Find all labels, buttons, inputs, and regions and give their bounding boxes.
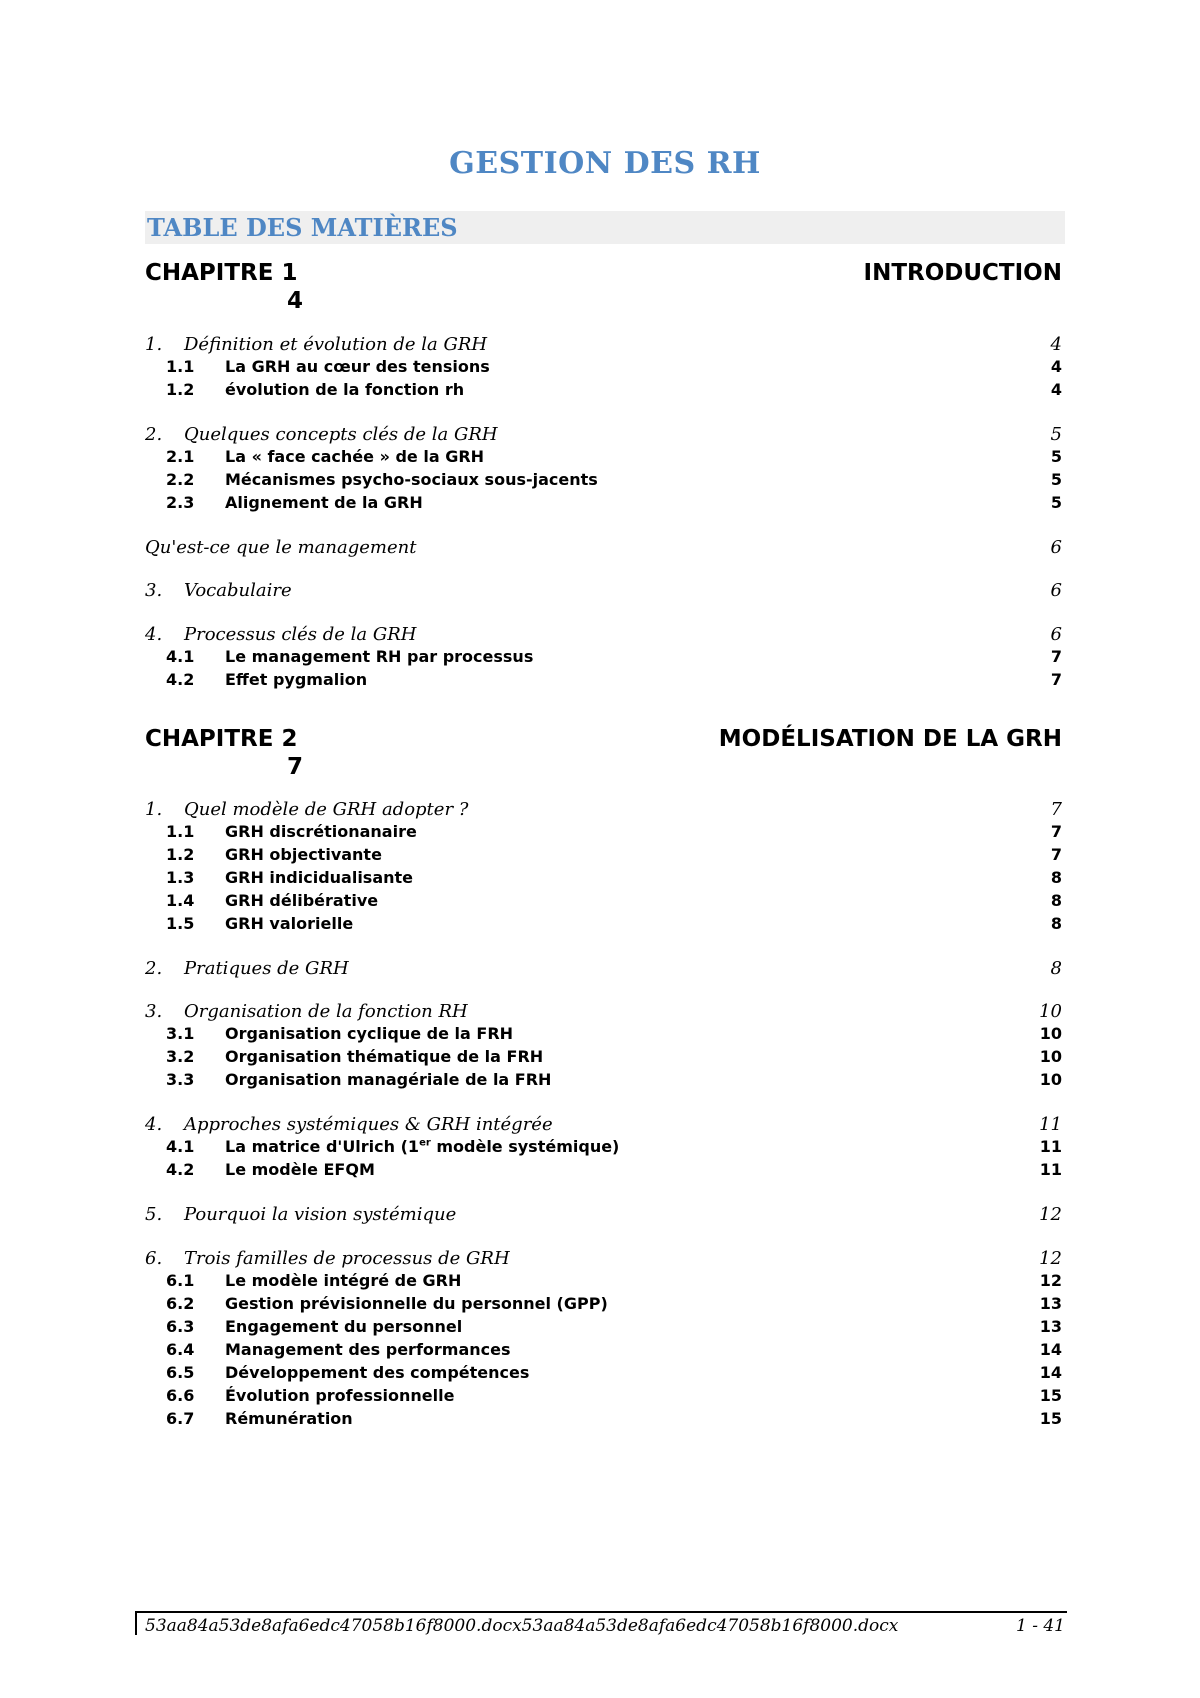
entry-page-number: 6	[1050, 580, 1062, 601]
toc-section-entry[interactable]	[145, 1001, 1065, 1026]
chapter-label: CHAPITRE 2	[145, 726, 298, 752]
footer-rule	[135, 1611, 1067, 1613]
entry-page-number: 5	[1050, 447, 1062, 466]
toc-subsection-entry[interactable]	[145, 1024, 1065, 1049]
entry-page-number: 7	[1050, 822, 1062, 841]
toc-section-entry[interactable]	[145, 424, 1065, 449]
entry-label: Organisation thématique de la FRH	[225, 1047, 544, 1066]
footer-filename: 53aa84a53de8afa6edc47058b16f8000.docx53aa84a53de8afa6edc47058b16f8000.docx	[145, 1616, 899, 1636]
entry-number: 4.2	[166, 1160, 195, 1179]
entry-page-number: 13	[1039, 1317, 1062, 1336]
entry-page-number: 11	[1039, 1160, 1062, 1179]
entry-page-number: 10	[1039, 1070, 1062, 1089]
toc-section-entry[interactable]	[145, 334, 1065, 359]
entry-page-number: 11	[1039, 1137, 1062, 1156]
entry-number: 1.	[145, 799, 163, 820]
entry-label: Processus clés de la GRH	[184, 624, 417, 645]
entry-number: 2.	[145, 424, 163, 445]
entry-label: Management des performances	[225, 1340, 511, 1359]
chapter-heading[interactable]	[145, 260, 1065, 320]
chapter-title: INTRODUCTION	[863, 260, 1062, 286]
toc-subsection-entry[interactable]	[145, 868, 1065, 893]
entry-label-text: La matrice d'Ulrich (1	[225, 1137, 420, 1156]
entry-number: 6.3	[166, 1317, 195, 1336]
entry-label: GRH délibérative	[225, 891, 379, 910]
entry-page-number: 6	[1050, 624, 1062, 645]
entry-number: 1.2	[166, 380, 195, 399]
entry-label: Trois familles de processus de GRH	[184, 1248, 510, 1269]
toc-subsection-entry[interactable]	[145, 914, 1065, 939]
entry-label: Le modèle intégré de GRH	[225, 1271, 462, 1290]
chapter-page-number: 4	[287, 288, 304, 314]
entry-label: Évolution professionnelle	[225, 1386, 455, 1405]
entry-page-number: 7	[1050, 799, 1062, 820]
toc-subsection-entry[interactable]	[145, 647, 1065, 672]
toc-subsection-entry[interactable]	[145, 1294, 1065, 1319]
entry-number: 4.	[145, 1114, 163, 1135]
entry-number: 6.1	[166, 1271, 195, 1290]
entry-page-number: 13	[1039, 1294, 1062, 1313]
toc-subsection-entry[interactable]	[145, 670, 1065, 695]
chapter-title: MODÉLISATION DE LA GRH	[718, 726, 1062, 752]
entry-page-number: 8	[1050, 914, 1062, 933]
entry-label: Vocabulaire	[184, 580, 292, 601]
entry-label: Rémunération	[225, 1409, 353, 1428]
entry-number: 4.2	[166, 670, 195, 689]
entry-label: La GRH au cœur des tensions	[225, 357, 490, 376]
entry-label: Qu'est-ce que le management	[145, 537, 417, 558]
entry-label: Effet pygmalion	[225, 670, 368, 689]
toc-section-entry[interactable]	[145, 799, 1065, 824]
entry-label-superscript: er	[419, 1137, 431, 1149]
entry-number: 1.1	[166, 357, 195, 376]
entry-label: Engagement du personnel	[225, 1317, 463, 1336]
toc-heading: TABLE DES MATIÈRES	[145, 211, 1065, 244]
toc-subsection-entry[interactable]	[145, 470, 1065, 495]
entry-number: 3.	[145, 580, 163, 601]
toc-subsection-entry[interactable]	[145, 1070, 1065, 1095]
entry-number: 1.	[145, 334, 163, 355]
entry-page-number: 11	[1039, 1114, 1062, 1135]
entry-number: 6.	[145, 1248, 163, 1269]
entry-page-number: 15	[1039, 1409, 1062, 1428]
toc-section-entry[interactable]	[145, 1248, 1065, 1273]
entry-page-number: 8	[1050, 958, 1062, 979]
entry-page-number: 12	[1039, 1248, 1062, 1269]
entry-label: Pratiques de GRH	[184, 958, 349, 979]
entry-label: Quelques concepts clés de la GRH	[184, 424, 498, 445]
entry-number: 1.2	[166, 845, 195, 864]
toc-subsection-entry[interactable]	[145, 1317, 1065, 1342]
footer-bar	[135, 1611, 137, 1635]
entry-page-number: 5	[1050, 493, 1062, 512]
entry-number: 2.3	[166, 493, 195, 512]
toc-subsection-entry[interactable]	[145, 822, 1065, 847]
entry-page-number: 14	[1039, 1340, 1062, 1359]
entry-number: 1.4	[166, 891, 195, 910]
toc-subsection-entry[interactable]	[145, 493, 1065, 518]
entry-label: Organisation managériale de la FRH	[225, 1070, 552, 1089]
entry-label: Développement des compétences	[225, 1363, 530, 1382]
entry-label: La « face cachée » de la GRH	[225, 447, 485, 466]
entry-label-text-after: modèle systémique)	[430, 1137, 620, 1156]
entry-label: GRH valorielle	[225, 914, 354, 933]
entry-page-number: 8	[1050, 891, 1062, 910]
entry-label	[225, 1137, 619, 1156]
entry-label: Le management RH par processus	[225, 647, 534, 666]
entry-number: 4.1	[166, 647, 195, 666]
entry-page-number: 12	[1039, 1271, 1062, 1290]
entry-number: 5.	[145, 1204, 163, 1225]
entry-label: Alignement de la GRH	[225, 493, 423, 512]
entry-page-number: 6	[1050, 537, 1062, 558]
entry-page-number: 5	[1050, 470, 1062, 489]
toc-subsection-entry[interactable]	[145, 380, 1065, 405]
entry-label: Quel modèle de GRH adopter ?	[184, 799, 469, 820]
toc-section-entry[interactable]	[145, 580, 1065, 605]
toc-section-entry[interactable]	[145, 1204, 1065, 1229]
entry-number: 6.7	[166, 1409, 195, 1428]
entry-number: 4.1	[166, 1137, 195, 1156]
toc-subsection-entry[interactable]	[145, 1271, 1065, 1296]
entry-label: Mécanismes psycho-sociaux sous-jacents	[225, 470, 598, 489]
toc-subsection-entry[interactable]	[145, 1340, 1065, 1365]
toc-subsection-entry[interactable]	[145, 1409, 1065, 1434]
chapter-heading[interactable]	[145, 726, 1065, 786]
entry-number: 3.3	[166, 1070, 195, 1089]
entry-number: 6.2	[166, 1294, 195, 1313]
entry-number: 6.5	[166, 1363, 195, 1382]
entry-number: 4.	[145, 624, 163, 645]
entry-label: GRH indicidualisante	[225, 868, 414, 887]
entry-page-number: 4	[1050, 357, 1062, 376]
entry-page-number: 7	[1050, 647, 1062, 666]
entry-page-number: 4	[1050, 380, 1062, 399]
entry-page-number: 10	[1039, 1047, 1062, 1066]
entry-number: 6.4	[166, 1340, 195, 1359]
toc-subsection-entry[interactable]	[145, 845, 1065, 870]
entry-label: GRH objectivante	[225, 845, 382, 864]
toc-section-entry[interactable]	[145, 1114, 1065, 1139]
toc-subsection-entry[interactable]	[145, 1363, 1065, 1388]
toc-subsection-entry[interactable]	[145, 1047, 1065, 1072]
entry-number: 3.2	[166, 1047, 195, 1066]
entry-page-number: 5	[1050, 424, 1062, 445]
entry-page-number: 7	[1050, 670, 1062, 689]
entry-label: évolution de la fonction rh	[225, 380, 465, 399]
entry-label: Pourquoi la vision systémique	[184, 1204, 457, 1225]
document-title: GESTION DES RH	[449, 146, 761, 181]
entry-page-number: 10	[1039, 1001, 1062, 1022]
entry-label: Approches systémiques & GRH intégrée	[184, 1114, 553, 1135]
entry-page-number: 12	[1039, 1204, 1062, 1225]
entry-number: 1.5	[166, 914, 195, 933]
entry-number: 1.1	[166, 822, 195, 841]
entry-page-number: 14	[1039, 1363, 1062, 1382]
entry-label: Le modèle EFQM	[225, 1160, 375, 1179]
toc-section-entry[interactable]	[145, 537, 1065, 562]
entry-label: Définition et évolution de la GRH	[184, 334, 488, 355]
entry-label: Organisation de la fonction RH	[184, 1001, 468, 1022]
chapter-label: CHAPITRE 1	[145, 260, 298, 286]
toc-subsection-entry[interactable]	[145, 1386, 1065, 1411]
toc-section-entry[interactable]	[145, 958, 1065, 983]
entry-page-number: 4	[1050, 334, 1062, 355]
entry-number: 2.	[145, 958, 163, 979]
toc-section-entry[interactable]	[145, 624, 1065, 649]
entry-label: Organisation cyclique de la FRH	[225, 1024, 514, 1043]
entry-label: Gestion prévisionnelle du personnel (GPP)	[225, 1294, 608, 1313]
footer-page-number: 1 - 41	[1016, 1616, 1065, 1636]
entry-page-number: 8	[1050, 868, 1062, 887]
toc-subsection-entry[interactable]	[145, 357, 1065, 382]
entry-number: 2.2	[166, 470, 195, 489]
entry-number: 6.6	[166, 1386, 195, 1405]
entry-page-number: 10	[1039, 1024, 1062, 1043]
entry-number: 3.1	[166, 1024, 195, 1043]
entry-label: GRH discrétionanaire	[225, 822, 417, 841]
toc-subsection-entry[interactable]	[145, 1137, 1065, 1162]
entry-number: 1.3	[166, 868, 195, 887]
entry-page-number: 7	[1050, 845, 1062, 864]
entry-number: 3.	[145, 1001, 163, 1022]
toc-subsection-entry[interactable]	[145, 1160, 1065, 1185]
toc-subsection-entry[interactable]	[145, 891, 1065, 916]
toc-subsection-entry[interactable]	[145, 447, 1065, 472]
chapter-page-number: 7	[287, 754, 304, 780]
entry-page-number: 15	[1039, 1386, 1062, 1405]
entry-number: 2.1	[166, 447, 195, 466]
